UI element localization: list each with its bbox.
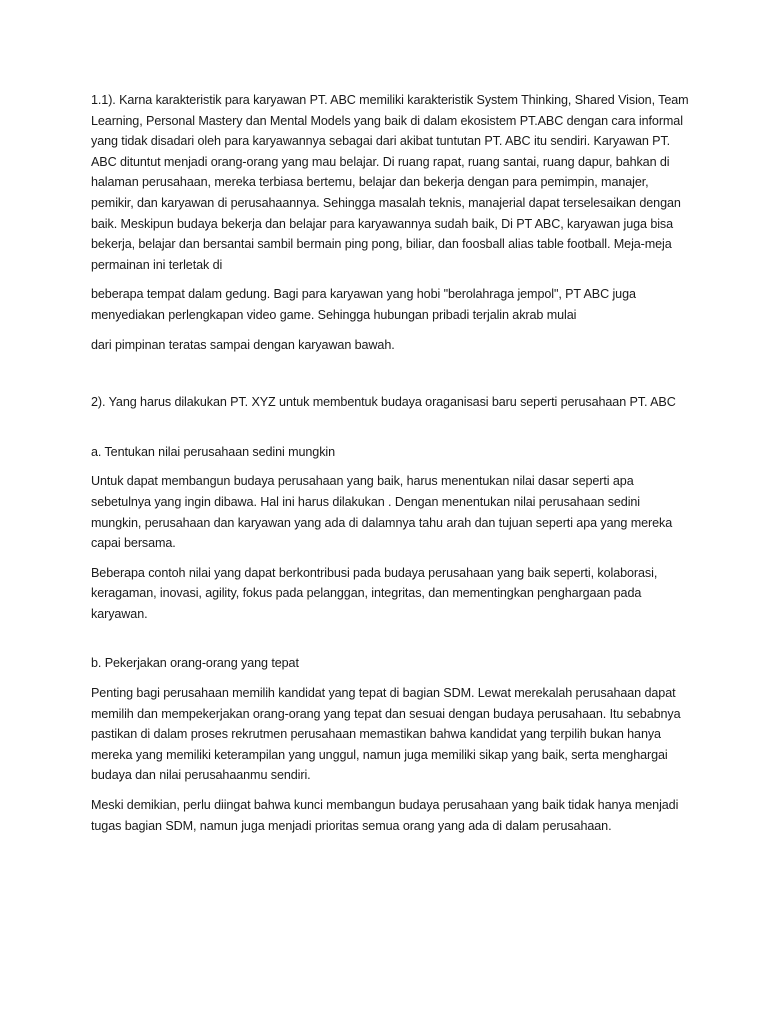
spacer (91, 674, 693, 683)
paragraph-b-2: Meski demikian, perlu diingat bahwa kunci membangun budaya perusahaan yang baik tidak hanya menjadi tugas bagian SDM, namun juga menjadi prioritas semua orang yang ada di dalam perusahaan. (91, 798, 679, 833)
heading-b: b. Pekerjakan orang-orang yang tepat (91, 656, 299, 671)
document-body (91, 90, 693, 836)
spacer (91, 624, 693, 653)
spacer (91, 326, 693, 335)
paragraph-1-3: dari pimpinan teratas sampai dengan karyawan bawah. (91, 337, 395, 352)
spacer (91, 275, 693, 284)
paragraph-1-1: 1.1). Karna karakteristik para karyawan PT. ABC memiliki karakteristik System Thinking, Shared Vision, Team Learning, Personal Mastery dan Mental Models yang baik di dalam ekosistem PT.ABC dengan cara informal yang tidak disadari oleh para karyawannya sebagai dari akibat tuntutan PT. ABC itu sendiri. Karyawan PT. ABC dituntut menjadi orang-orang yang mau belajar. Di ruang rapat, ruang santai, ruang dapur, bahkan di halaman perusahaan, mereka terbiasa bertemu, belajar dan bekerja dengan para pemimpin, manajer, pemikir, dan karyawan di perusahaannya. Sehingga masalah teknis, manajerial dapat terselesaikan dengan baik. Meskipun budaya bekerja dan belajar para karyawannya sudah baik, Di PT ABC, karyawan juga bisa bekerja, belajar dan bersantai sambil bermain ping pong, biliar, dan foosball alias table football. Meja-meja permainan ini terletak di (91, 93, 689, 272)
heading-a: a. Tentukan nilai perusahaan sedini mungkin (91, 444, 336, 459)
paragraph-a-1: Untuk dapat membangun budaya perusahaan yang baik, harus menentukan nilai dasar seperti apa sebetulnya yang ingin dibawa. Hal ini harus dilakukan . Dengan menentukan nilai perusahaan sedini mungkin, perusahaan dan karyawan yang ada di dalamnya tahu arah dan tujuan seperti apa yang mereka capai bersama. (91, 474, 673, 551)
paragraph-b-1: Penting bagi perusahaan memilih kandidat yang tepat di bagian SDM. Lewat merekalah perusahaan dapat memilih dan mempekerjakan orang-orang yang tepat dan sesuai dengan budaya perusahaan. Itu sebabnya pastikan di dalam proses rekrutmen perusahaan memastikan bahwa kandidat yang terpilih bukan hanya mereka yang memiliki keterampilan yang unggul, namun juga memiliki sikap yang baik, serta menghargai budaya dan nilai perusahaanmu sendiri. (91, 686, 681, 783)
spacer (91, 786, 693, 795)
spacer (91, 413, 693, 442)
paragraph-1-2: beberapa tempat dalam gedung. Bagi para karyawan yang hobi "berolahraga jempol", PT ABC juga menyediakan perlengkapan video game. Sehingga hubungan pribadi terjalin akrab mulai (91, 287, 636, 322)
question-2: 2). Yang harus dilakukan PT. XYZ untuk membentuk budaya oraganisasi baru seperti perusahaan PT. ABC (91, 395, 676, 410)
spacer (91, 355, 693, 392)
paragraph-a-2: Beberapa contoh nilai yang dapat berkontribusi pada budaya perusahaan yang baik seperti, kolaborasi, keragaman, inovasi, agility, fokus pada pelanggan, integritas, dan mementingkan penghargaan pada karyawan. (91, 565, 658, 621)
spacer (91, 554, 693, 563)
spacer (91, 462, 693, 471)
